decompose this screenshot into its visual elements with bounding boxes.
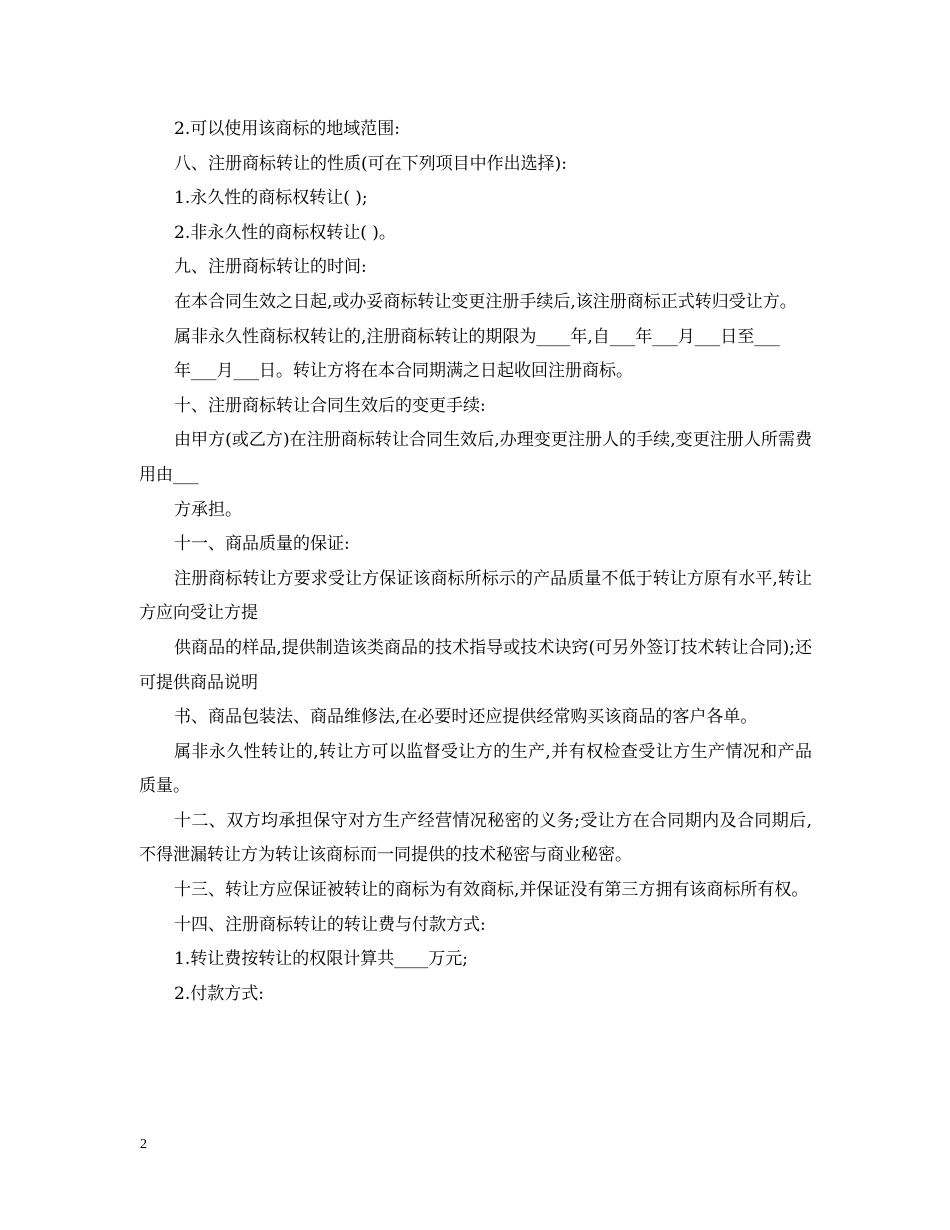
- heading-section-13: 十三、转让方应保证被转让的商标为有效商标,并保证没有第三方拥有该商标所有权。: [174, 880, 809, 901]
- paragraph-cost-bearer: 方承担。: [174, 499, 242, 520]
- paragraph-transfer-effective: 在本合同生效之日起,或办妥商标转让变更注册手续后,该注册商标正式转归受让方。: [174, 291, 797, 312]
- heading-section-8: 八、注册商标转让的性质(可在下列项目中作出选择):: [174, 153, 567, 174]
- paragraph-change-procedure: 由甲方(或乙方)在注册商标转让合同生效后,办理变更注册人的手续,变更注册人所需费用由___: [139, 430, 812, 485]
- page-number: 2: [140, 1137, 147, 1152]
- heading-section-12: 十二、双方均承担保守对方生产经营情况秘密的义务;受让方在合同期内及合同期后,不得泄漏转让方为转让该商标而一同提供的技术秘密与商业秘密。: [139, 810, 812, 866]
- document-body: [139, 112, 812, 1011]
- paragraph-quality-guarantee: 注册商标转让方要求受让方保证该商标所标示的产品质量不低于转让方原有水平,转让方应向受让方提: [139, 568, 812, 624]
- paragraph-transfer-term-end: 年___月___日。转让方将在本合同期满之日起收回注册商标。: [174, 361, 633, 382]
- heading-section-14: 十四、注册商标转让的转让费与付款方式:: [174, 914, 486, 935]
- paragraph-permanent-transfer: 1.永久性的商标权转让( );: [174, 188, 368, 209]
- paragraph-non-permanent-transfer: 2.非永久性的商标权转让( )。: [174, 222, 396, 243]
- heading-section-9: 九、注册商标转让的时间:: [174, 257, 367, 278]
- heading-section-10: 十、注册商标转让合同生效后的变更手续:: [174, 395, 486, 416]
- paragraph-payment-method: 2.付款方式:: [174, 983, 264, 1004]
- paragraph-manuals: 书、商品包装法、商品维修法,在必要时还应提供经常购买该商品的客户各单。: [174, 707, 758, 728]
- heading-section-11: 十一、商品质量的保证:: [174, 534, 350, 555]
- paragraph-transfer-term: 属非永久性商标权转让的,注册商标转让的期限为____年,自___年___月___日至___: [174, 326, 780, 347]
- paragraph-territory: 2.可以使用该商标的地域范围:: [174, 119, 400, 139]
- paragraph-samples: 供商品的样品,提供制造该类商品的技术指导或技术诀窍(可另外签订技术转让合同);还可提供商品说明: [139, 637, 812, 693]
- paragraph-supervision: 属非永久性转让的,转让方可以监督受让方的生产,并有权检查受让方生产情况和产品质量。: [139, 741, 812, 797]
- paragraph-transfer-fee: 1.转让费按转让的权限计算共____万元;: [174, 949, 468, 970]
